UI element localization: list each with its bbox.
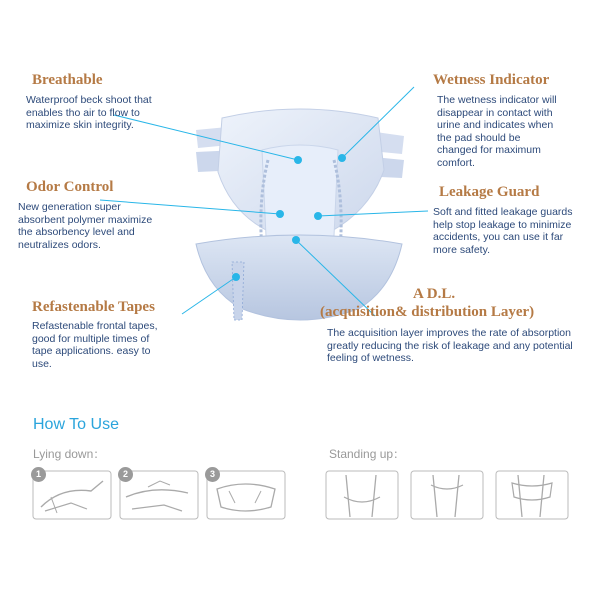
- breathable-dot: [294, 156, 302, 164]
- leakage-guard-description: Soft and fitted leakage guards help stop leakage to minimize accidents, you can use it far more safety.: [433, 206, 573, 256]
- adl-description: The acquisition layer improves the rate of absorption greatly reducing the risk of leakage and any potential feeling of wetness.: [327, 327, 573, 364]
- how-to-use-title: How To Use: [33, 416, 119, 433]
- lying-step-3: [205, 467, 287, 523]
- odor-control-dot: [276, 210, 284, 218]
- wetness-indicator-description: The wetness indicator will disappear in contact with urine and indicates when the pad should be changed for maximum comfort.: [437, 94, 557, 169]
- adl-dot: [292, 236, 300, 244]
- standing-step-2: [409, 467, 485, 523]
- refastenable-tapes-title: Refastenable Tapes: [32, 299, 155, 315]
- wetness-indicator-dot: [338, 154, 346, 162]
- front-tape: [232, 262, 244, 320]
- wetness-indicator-title: Wetness Indicator: [433, 72, 550, 88]
- standing-up-label: Standing up：: [329, 447, 406, 461]
- leakage-guard-dot: [314, 212, 322, 220]
- refastenable-tapes-description: Refastenable frontal tapes, good for multiple times of tape applications. easy to use.: [32, 320, 158, 370]
- step-1-badge: 1: [31, 467, 46, 482]
- lying-down-label: Lying down：: [33, 447, 106, 461]
- refastenable-tapes-dot: [232, 273, 240, 281]
- lying-step-1: [31, 467, 113, 523]
- lying-step-2: [118, 467, 200, 523]
- odor-control-description: New generation super absorbent polymer maximize the absorbency level and neutralizes odors.: [18, 201, 153, 251]
- breathable-title: Breathable: [32, 72, 103, 88]
- step-2-badge: 2: [118, 467, 133, 482]
- standing-step-1: [324, 467, 400, 523]
- breathable-description: Waterproof beck shoot that enables tho air to flow to maximize skin integrity.: [26, 94, 152, 131]
- step-3-badge: 3: [205, 467, 220, 482]
- adl-subtitle: (acquisition& distribution Layer): [320, 304, 535, 320]
- odor-control-title: Odor Control: [26, 179, 114, 195]
- adl-title: A D.L.: [413, 286, 456, 302]
- standing-step-3: [494, 467, 570, 523]
- leakage-guard-title: Leakage Guard: [439, 184, 540, 200]
